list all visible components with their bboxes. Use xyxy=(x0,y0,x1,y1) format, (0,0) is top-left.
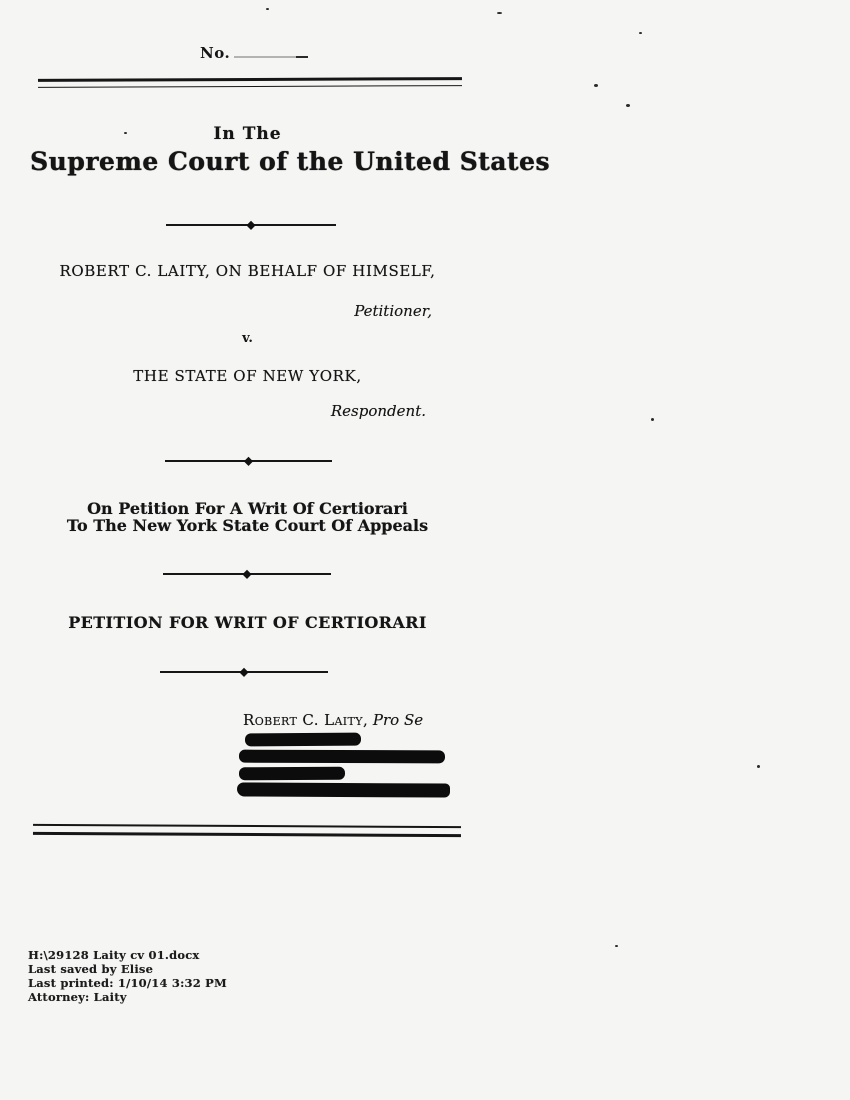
last-saved-line: Last saved by Elise xyxy=(28,962,154,976)
file-path-line: H:\29128 Laity cv 01.docx xyxy=(28,948,200,962)
section-divider xyxy=(163,566,331,581)
case-number-line xyxy=(200,44,300,62)
scan-speck xyxy=(497,12,502,14)
scan-speck xyxy=(757,765,760,768)
document-title: PETITION FOR WRIT OF CERTIORARI xyxy=(68,613,427,632)
respondent-name: THE STATE OF NEW YORK, xyxy=(133,367,362,385)
scan-speck xyxy=(639,32,642,34)
section-divider xyxy=(165,453,332,468)
diamond-icon: ◆ xyxy=(242,566,252,581)
section-divider xyxy=(160,664,328,679)
proceeding-line-1: On Petition For A Writ Of Certiorari xyxy=(87,499,408,518)
case-number-label: No. xyxy=(200,44,231,62)
scan-speck xyxy=(266,8,269,10)
last-printed-line: Last printed: 1/10/14 3:32 PM xyxy=(28,976,227,990)
attorney-line: Attorney: Laity xyxy=(28,990,127,1004)
court-name-title: Supreme Court of the United States xyxy=(30,147,550,176)
proceeding-line-2: To The New York State Court Of Appeals xyxy=(66,516,429,535)
document-metadata-footer xyxy=(28,948,227,1004)
signer-role: Pro Se xyxy=(372,711,424,729)
respondent-designation: Respondent. xyxy=(330,402,426,420)
scan-speck xyxy=(651,418,654,421)
redacted-address-line xyxy=(245,733,361,747)
diamond-icon: ◆ xyxy=(246,217,256,232)
section-divider xyxy=(166,217,336,232)
redacted-address-line xyxy=(237,782,450,797)
versus-label: v. xyxy=(242,331,253,346)
case-number-blank xyxy=(234,44,300,58)
court-heading-prefix: In The xyxy=(213,124,282,144)
bottom-double-rule xyxy=(33,824,461,837)
redacted-address-line xyxy=(239,750,445,764)
scan-speck xyxy=(626,104,630,107)
scan-speck xyxy=(615,945,618,947)
petitioner-designation: Petitioner, xyxy=(354,302,432,320)
petitioner-name: ROBERT C. LAITY, ON BEHALF OF HIMSELF, xyxy=(59,262,436,280)
signature-block xyxy=(243,711,423,729)
proceeding-statement xyxy=(30,500,465,534)
signer-name: Robert C. Laity, xyxy=(243,711,369,729)
diamond-icon: ◆ xyxy=(239,664,249,679)
redacted-address-line xyxy=(239,767,345,781)
diamond-icon: ◆ xyxy=(243,453,254,468)
scan-speck xyxy=(594,84,598,87)
top-double-rule xyxy=(38,77,462,88)
scan-speck xyxy=(124,132,127,134)
